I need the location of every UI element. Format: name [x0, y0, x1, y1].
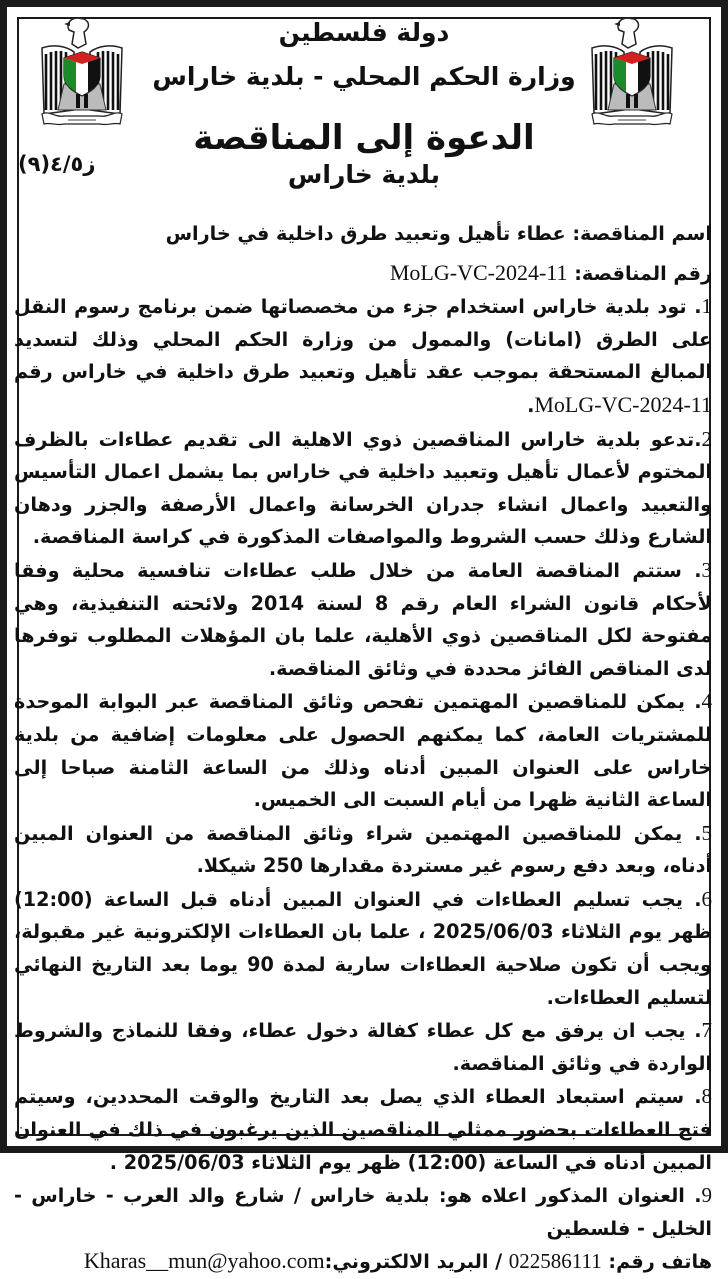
clause-number: 8 [701, 1084, 712, 1109]
clause-number: 2 [701, 426, 712, 451]
clause-text: . يمكن للمناقصين المهتمين شراء وثائق المناقصة من العنوان المبين أدناه، وبعد دفع رسوم غير مستردة مقدارها 250 شيكلا. [14, 821, 712, 878]
clause-2 [14, 423, 712, 554]
ministry-name: وزارة الحكم المحلي - بلدية خاراس [152, 62, 576, 91]
tender-number-value: MoLG-VC-2024-11 [389, 259, 568, 285]
phone-label: هاتف رقم: [608, 1250, 712, 1274]
clause-number: 6 [701, 886, 712, 911]
clause-number: 7 [701, 1018, 712, 1043]
clause-text: . سيتم استبعاد العطاء الذي يصل بعد التاريخ والوقت المحددين، وسيتم فتح العطاءات بحضور ممثلي المناقصين الذين يرغبون في ذلك في العنوان المبين أدناه في الساعة (12:00) ظهر يوم الثلاثاء 2025/06/03 . [14, 1085, 712, 1174]
notice-body [14, 218, 712, 1279]
contact-line [14, 1245, 712, 1279]
email-label: البريد الالكتروني: [324, 1250, 489, 1274]
tender-name-label: اسم المناقصة: [572, 222, 712, 245]
clause-text: . تود بلدية خاراس استخدام جزء من مخصصاتها ضمن برنامج رسوم النقل على الطرق (امانات) والممول من وزارة الحكم المحلي وذلك لتسديد المبالغ المستحقة بموجب عقد تأهيل وتعبيد طرق داخلية في خاراس رقم [14, 295, 712, 384]
tender-name [14, 218, 712, 251]
clause-text: . يجب ان يرفق مع كل عطاء كفالة دخول عطاء، وفقا للنماذج والشروط الواردة في وثائق المناقصة. [14, 1019, 712, 1075]
clause-9 [14, 1179, 712, 1245]
municipality-subtitle: بلدية خاراس [287, 160, 441, 189]
clause-text: . يمكن للمناقصين المهتمين تفحص وثائق المناقصة عبر البوابة الموحدة للمشتريات العامة، كما يمكنهم الحصول على معلومات إضافية من بلدية خاراس على العنوان المبين أدناه وذلك من الساعة الثامنة صباحا إلى الساعة الثانية ظهرا من أيام السبت الى الخميس. [14, 690, 712, 812]
notice-title: الدعوة إلى المناقصة [193, 118, 535, 158]
clause-1 [14, 290, 712, 422]
clause-text: . العنوان المذكور اعلاه هو: بلدية خاراس / شارع والد العرب - خاراس - الخليل - فلسطين [14, 1184, 712, 1240]
clause-number: 3 [701, 557, 712, 582]
clause-text: . ستتم المناقصة العامة من خلال طلب عطاءات تنافسية محلية وفقا لأحكام قانون الشراء العام رقم 8 لسنة 2014 ولائحته التنفيذية، وهي مفتوحة لكل المناقصين ذوي الأهلية، علما بان المؤهلات المطلوب توفرها لدى المناقص الفائز محددة في وثائق المناقصة. [14, 558, 713, 680]
clause-code: MoLG-VC-2024-11 [534, 391, 712, 417]
clause-3 [14, 554, 712, 685]
state-name: دولة فلسطين [278, 18, 450, 47]
tender-name-value: عطاء تأهيل وتعبيد طرق داخلية في خاراس [165, 222, 566, 245]
clause-text: .تدعو بلدية خاراس المناقصين ذوي الاهلية الى تقديم عطاءات بالظرف المختوم لأعمال تأهيل وتعبيد داخلية في خاراس بما يشمل اعمال التأسيس والتعبيد واعمال انشاء جدران الخرسانة واعمال الأرصفة والجزر ودهان الشارع وذلك حسب الشروط والمواصفات المذكورة في كراسة المناقصة. [14, 427, 712, 549]
clause-text: . يجب تسليم العطاءات في العنوان المبين أدناه قبل الساعة (12:00) ظهر يوم الثلاثاء 2025/06/03 ، علما بان العطاءات الإلكترونية غير مقبولة، ويجب أن تكون صلاحية العطاءات سارية لمدة 90 يوما بعد التاريخ النهائي لتسليم العطاءات. [14, 887, 712, 1009]
clause-tail: . [527, 393, 535, 417]
clause-4 [14, 685, 712, 816]
tender-number [14, 257, 712, 291]
clause-8 [14, 1080, 712, 1179]
clause-number: 4 [701, 689, 712, 714]
clause-number: 1 [701, 294, 712, 319]
clause-6 [14, 883, 712, 1014]
clause-number: 5 [701, 820, 712, 845]
reference-code: ز٤/٥(٩) [18, 152, 96, 176]
tender-number-label: رقم المناقصة: [574, 261, 712, 285]
clause-5 [14, 817, 712, 883]
contact-separator: / [488, 1250, 509, 1274]
phone-number[interactable]: 022586111 [508, 1249, 602, 1274]
clause-number: 9 [701, 1183, 712, 1208]
clause-7 [14, 1014, 712, 1080]
email-address[interactable]: Kharas__mun@yahoo.com [83, 1248, 325, 1274]
